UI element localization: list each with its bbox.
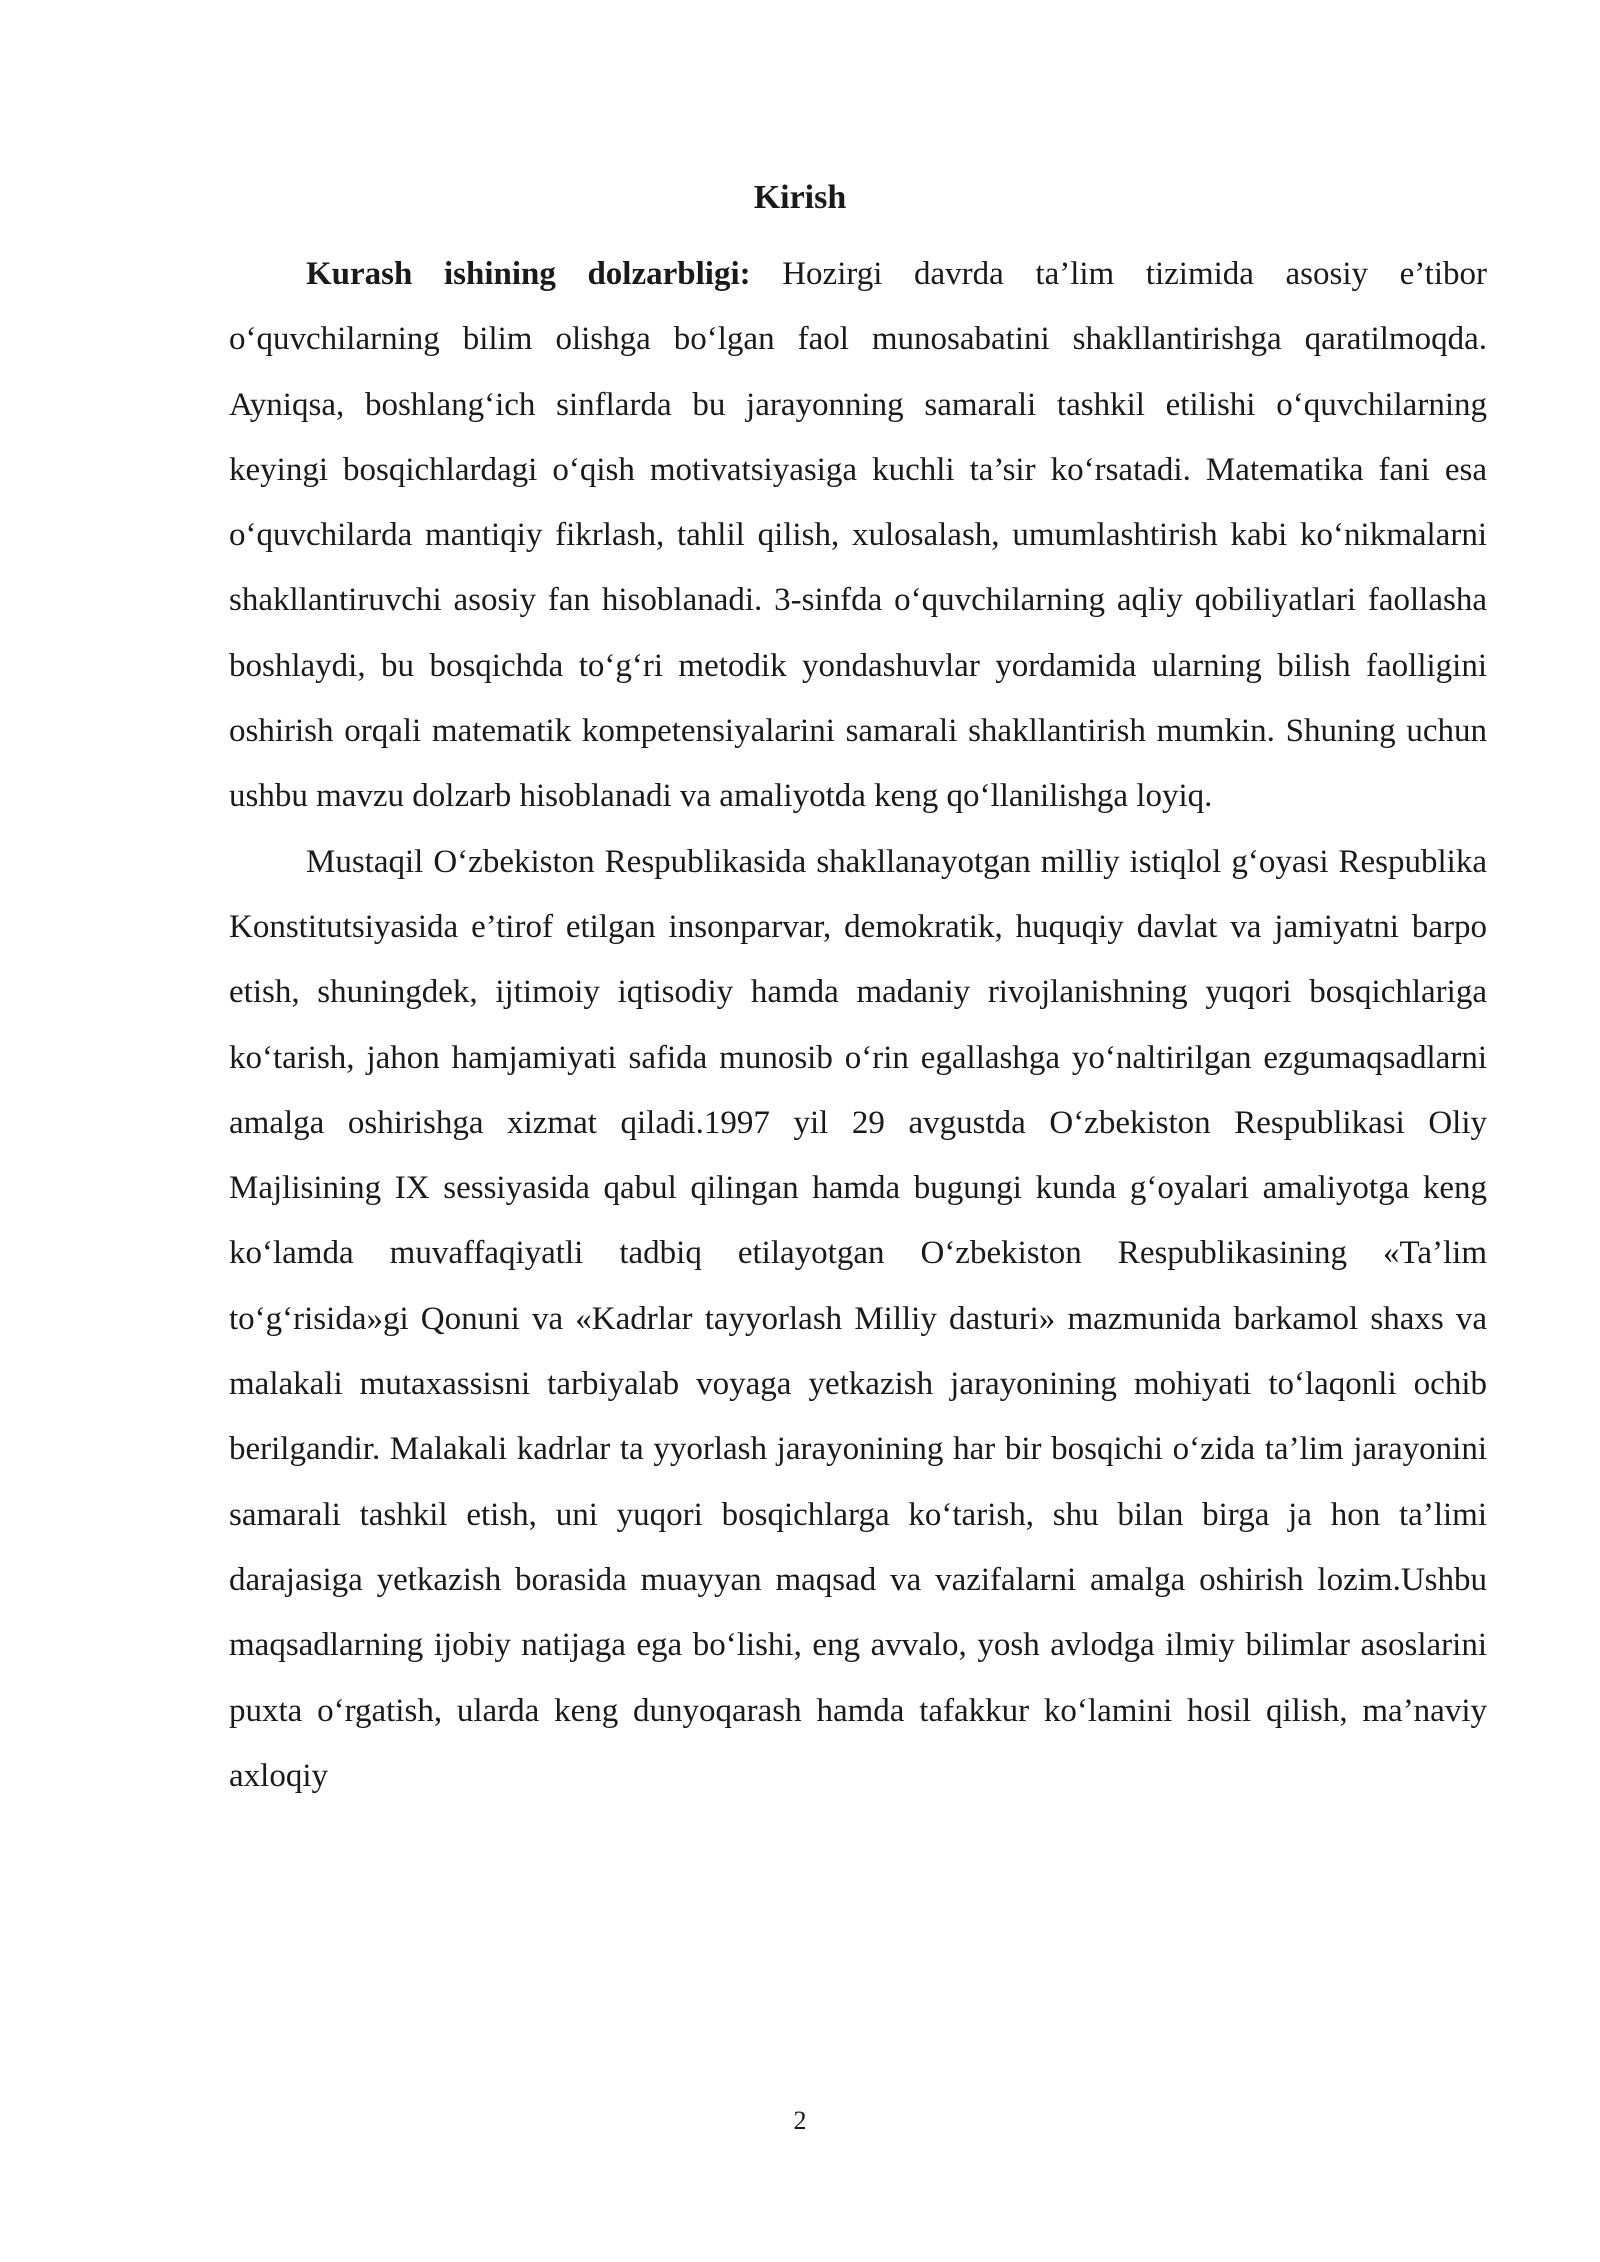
paragraph-text: Mustaqil O‘zbekiston Respublikasida shakllanayotgan milliy istiqlol g‘oyasi Respublika Konstitutsiyasida e’tirof etilgan insonparvar, demokratik, huquqiy davlat va jamiyatni barpo etish, shuningdek, ijtimoiy iqtisodiy hamda madaniy rivojlanishning yuqori bosqichlariga ko‘tarish, jahon hamjamiyati safida munosib o‘rin egallashga yo‘naltirilgan ezgumaqsadlarni amalga oshirishga xizmat qiladi.1997 yil 29 avgustda O‘zbekiston Respublikasi Oliy Majlisining IX sessiyasida qabul qilingan hamda bugungi kunda g‘oyalari amaliyotga keng ko‘lamda muvaffaqiyatli tadbiq etilayotgan O‘zbekiston Respublikasining «Ta’lim to‘g‘risida»gi Qonuni va «Kadrlar tayyorlash Milliy dasturi» mazmunida barkamol shaxs va malakali mutaxassisni tarbiyalab voyaga yetkazish jarayonining mohiyati to‘laqonli ochib berilgandir. Malakali kadrlar ta yyorlash jarayonining har bir bosqichi o‘zida ta’lim jarayonini samarali tashkil etish, uni yuqori bosqichlarga ko‘tarish, shu bilan birga ja hon ta’limi darajasiga yetkazish borasida muayyan maqsad va vazifalarni amalga oshirish lozim.Ushbu maqsadlarning ijobiy natijaga ega bo‘lishi, eng avvalo, yosh avlodga ilmiy bilimlar asoslarini puxta o‘rgatish, ularda keng dunyoqarash hamda tafakkur ko‘lamini hosil qilish, ma’naviy axloqiy xyxy=(229,843,1487,1794)
page-number: 2 xyxy=(793,2106,807,2135)
body-text xyxy=(229,242,1487,1809)
paragraph-relevance xyxy=(229,242,1487,830)
section-heading: Kirish xyxy=(753,179,847,216)
paragraph-text: Hozirgi davrda ta’lim tizimida asosiy e’tibor o‘quvchilarning bilim olishga bo‘lgan faol munosabatini shakllantirishga qaratilmoqda. Ayniqsa, boshlang‘ich sinflarda bu jarayonning samarali tashkil etilishi o‘quvchilarning keyingi bosqichlardagi o‘qish motivatsiyasiga kuchli ta’sir ko‘rsatadi. Matematika fani esa o‘quvchilarda mantiqiy fikrlash, tahlil qilish, xulosalash, umumlashtirish kabi ko‘nikmalarni shakllantiruvchi asosiy fan hisoblanadi. 3-sinfda o‘quvchilarning aqliy qobiliyatlari faollasha boshlaydi, bu bosqichda to‘g‘ri metodik yondashuvlar yordamida ularning bilish faolligini oshirish orqali matematik kompetensiyalarini samarali shakllantirish mumkin. Shuning uchun ushbu mavzu dolzarb hisoblanadi va amaliyotda keng qo‘llanilishga loyiq. xyxy=(229,256,1487,815)
paragraph-lead: Kurash ishining dolzarbligi: xyxy=(306,256,751,292)
paragraph-independence xyxy=(229,830,1487,1809)
